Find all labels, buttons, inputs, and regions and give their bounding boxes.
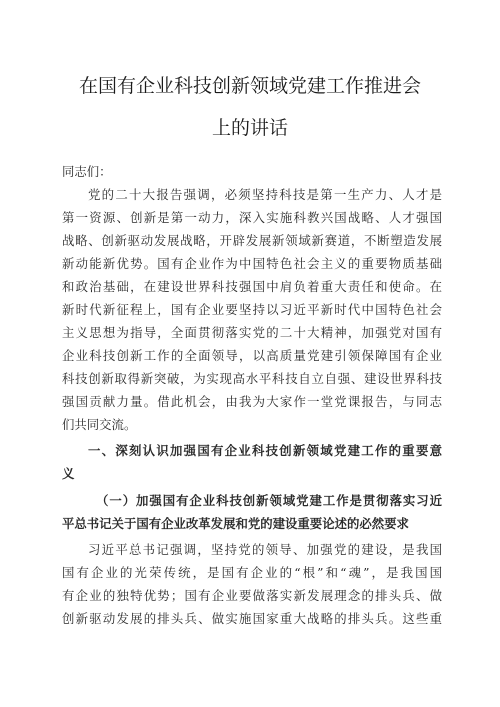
paragraph-line: 新动能新优势。国有企业作为中国特色社会主义的重要物质基础 [62,256,442,271]
paragraph-line: 强国贡献力量。借此机会，由我为大家作一堂党课报告，与同志 [62,394,442,409]
paragraph-line: 创新驱动发展的排头兵、做实施国家重大战略的排头兵。这些重 [62,611,442,626]
paragraph-line: 有企业的独特优势；国有企业要做落实新发展理念的排头兵、做 [62,588,442,603]
document-title-line-2: 上的讲话 [211,117,288,139]
paragraph-line: 主义思想为指导，全面贯彻落实党的二十大精神，加强党对国有 [62,325,442,340]
salutation: 同志们： [62,164,112,179]
paragraph-line: 战略、创新驱动发展战略，开辟发展新领域新赛道，不断塑造发展 [62,233,442,248]
paragraph-line: 们共同交流。 [62,417,137,432]
subsection-heading-1: （一）加强国有企业科技创新领域党建工作是贯彻落实习近 [96,493,442,508]
subsection-heading-1-cont: 平总书记关于国有企业改革发展和党的建设重要论述的必然要求 [62,516,409,531]
paragraph-line: 第一资源、创新是第一动力，深入实施科教兴国战略、人才强国 [62,210,442,225]
section-heading-1-cont: 义 [62,466,75,481]
paragraph-line: 国有企业的光荣传统，是国有企业的“根”和“魂”，是我国国 [62,565,442,580]
paragraph-line: 和政治基础，在建设世界科技强国中肩负着重大责任和使命。在 [62,279,442,294]
paragraph-line: 科技创新取得新突破，为实现高水平科技自立自强、建设世界科技 [62,371,442,386]
paragraph-line: 企业科技创新工作的全面领导，以高质量党建引领保障国有企业 [62,348,442,363]
paragraph-line: 习近平总书记强调，坚持党的领导、加强党的建设，是我国 [88,542,442,557]
paragraph-line: 党的二十大报告强调，必须坚持科技是第一生产力、人才是 [88,187,442,202]
section-heading-1: 一、深刻认识加强国有企业科技创新领域党建工作的重要意 [88,443,442,458]
paragraph-line: 新时代新征程上，国有企业要坚持以习近平新时代中国特色社会 [62,302,442,317]
document-title-line-1: 在国有企业科技创新领域党建工作推进会 [78,75,421,97]
